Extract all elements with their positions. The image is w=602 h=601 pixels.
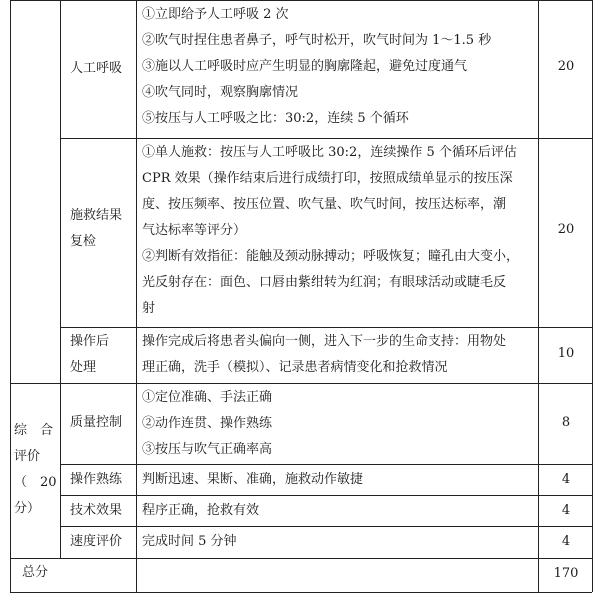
content-line: ①立即给予人工呼吸 2 次 xyxy=(142,7,289,22)
item-label-line: 复检 xyxy=(70,234,97,249)
content-line: ③施以人工呼吸时应产生明显的胸廓隆起，避免过度通气 xyxy=(142,59,468,74)
content-line: 操作完成后将患者头偏向一侧，进入下一步的生命支持：用物处 xyxy=(142,334,507,349)
category-label-line: 分） xyxy=(14,501,41,516)
item-label-line: 施救结果 xyxy=(70,208,123,223)
rule-row-2 xyxy=(60,327,592,328)
rule-col-0 xyxy=(10,0,11,592)
item-content xyxy=(142,140,519,322)
content-line: 射 xyxy=(142,301,156,316)
rule-top xyxy=(10,0,592,1)
item-score: 4 xyxy=(561,503,571,518)
item-label xyxy=(70,329,109,381)
item-label-line: 操作后 xyxy=(70,334,110,349)
category-label xyxy=(14,418,57,522)
category-label-line: 评价 xyxy=(14,449,41,464)
rule-col-1 xyxy=(60,0,61,558)
category-label-line: （ 20 xyxy=(14,475,57,490)
total-score: 170 xyxy=(553,566,579,581)
content-line: 理正确，洗手（模拟）、记录患者病情变化和抢救情况 xyxy=(142,360,448,375)
item-label: 速度评价 xyxy=(70,534,123,549)
item-score: 8 xyxy=(561,415,571,430)
rule-row-6 xyxy=(60,526,592,527)
item-content xyxy=(142,385,272,463)
item-content: 程序正确，抢救有效 xyxy=(142,503,260,518)
content-line: ②吹气时捏住患者鼻子，呼气时松开，吹气时间为 1～1.5 秒 xyxy=(142,33,492,48)
content-line: ②判断有效指征：能触及颈动脉搏动；呼吸恢复；瞳孔由大变小， xyxy=(142,249,520,264)
item-content xyxy=(142,329,506,381)
content-line: ③按压与吹气正确率高 xyxy=(142,442,273,457)
item-content: 判断迅速、果断、准确，施救动作敏捷 xyxy=(142,472,364,487)
content-line: ①单人施救：按压与人工呼吸比 30:2，连续操作 5 个循环后评估 xyxy=(142,145,517,160)
content-line: ①定位准确、手法正确 xyxy=(142,390,273,405)
rule-col-2 xyxy=(136,0,137,592)
rule-row-7 xyxy=(10,558,592,559)
item-content xyxy=(142,2,491,132)
item-label-line: 处理 xyxy=(70,360,97,375)
rule-row-1 xyxy=(60,138,592,139)
rule-bottom xyxy=(10,592,592,593)
content-line: 光反射存在：面色、口唇由紫绀转为红润；有眼球活动或睫毛反 xyxy=(142,275,507,290)
item-label xyxy=(70,203,122,255)
content-line: ⑤按压与人工呼吸之比：30:2，连续 5 个循环 xyxy=(142,111,409,126)
total-label: 总分 xyxy=(22,565,49,580)
content-line: 度、按压频率、按压位置、吹气量、吹气时间，按压达标率，潮 xyxy=(142,197,507,212)
content-line: ④吹气同时，观察胸廓情况 xyxy=(142,85,299,100)
item-label: 操作熟练 xyxy=(70,472,123,487)
item-score: 20 xyxy=(557,59,575,74)
item-content: 完成时间 5 分钟 xyxy=(142,534,237,549)
category-label-line: 综 合 xyxy=(14,423,54,438)
content-line: CPR 效果（操作结束后进行成绩打印，按照成绩单显示的按压深 xyxy=(142,171,513,186)
item-score: 20 xyxy=(557,222,575,237)
item-score: 10 xyxy=(557,346,575,361)
rule-row-3 xyxy=(10,383,592,384)
content-line: ②动作连贯、操作熟练 xyxy=(142,416,273,431)
item-label: 质量控制 xyxy=(70,415,123,430)
rule-row-5 xyxy=(60,495,592,496)
rule-row-4 xyxy=(60,464,592,465)
content-line: 气达标率等评分） xyxy=(142,223,247,238)
item-score: 4 xyxy=(561,534,571,549)
item-score: 4 xyxy=(561,472,571,487)
item-label: 技术效果 xyxy=(70,503,123,518)
item-label: 人工呼吸 xyxy=(70,61,123,76)
